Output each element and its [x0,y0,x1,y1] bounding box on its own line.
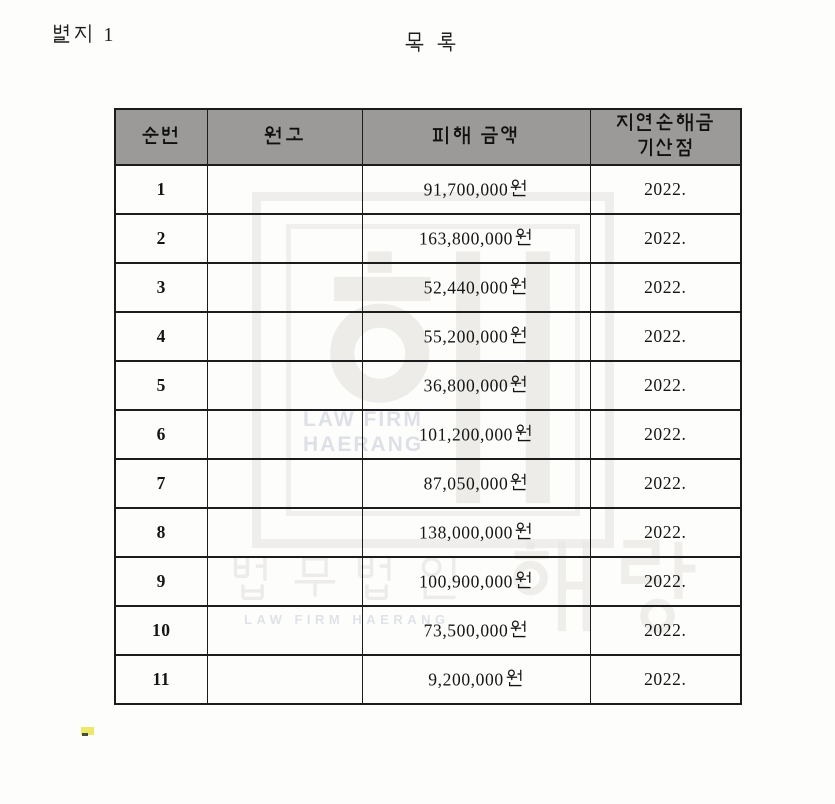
damage-amount-value: 9,200,000 [428,669,504,690]
cell-damage-amount [362,508,590,557]
damage-amount-value: 87,050,000 [423,473,509,494]
cell-damage-amount [362,410,590,459]
cell-damage-amount [362,557,590,606]
header-damage-amount [362,109,590,165]
cell-interest-start-date: 2022. [590,312,741,361]
cell-plaintiff [207,263,362,312]
header-interest-start-line1 [591,112,741,137]
cell-interest-start-date: 2022. [590,459,741,508]
cell-row-number: 9 [115,557,207,606]
cell-interest-start-date: 2022. [590,606,741,655]
cell-row-number: 6 [115,410,207,459]
cell-damage-amount [362,263,590,312]
table-row [115,214,741,263]
cell-interest-start-date: 2022. [590,557,741,606]
cell-plaintiff [207,606,362,655]
cell-plaintiff [207,459,362,508]
cell-damage-amount [362,214,590,263]
cell-damage-amount [362,655,590,704]
watermark-en-line1: LAW FIRM [303,408,423,431]
table-row [115,606,741,655]
table-row [115,508,741,557]
cell-row-number: 7 [115,459,207,508]
damage-amount-value: 73,500,000 [423,620,509,641]
cell-plaintiff [207,655,362,704]
header-interest-start-line2 [591,137,741,162]
won-suffix [515,570,533,590]
table-row [115,361,741,410]
header-row-number [115,109,207,165]
cell-damage-amount [362,606,590,655]
won-suffix [515,423,533,443]
table-row [115,655,741,704]
cell-plaintiff [207,557,362,606]
cell-interest-start-date: 2022. [590,410,741,459]
cell-plaintiff [207,214,362,263]
cell-row-number: 4 [115,312,207,361]
won-suffix [510,178,528,198]
won-suffix [510,619,528,639]
damage-amount-value: 36,800,000 [423,375,509,396]
table-row [115,459,741,508]
cell-interest-start-date: 2022. [590,508,741,557]
damage-amount-value: 163,800,000 [418,228,514,249]
damage-amount-value: 138,000,000 [418,522,514,543]
cell-interest-start-date: 2022. [590,361,741,410]
cell-interest-start-date: 2022. [590,263,741,312]
watermark-en-line2: HAERANG [303,433,424,456]
cell-interest-start-date: 2022. [590,214,741,263]
table-row [115,263,741,312]
damage-amount-value: 52,440,000 [423,277,509,298]
won-suffix [510,276,528,296]
won-suffix [510,374,528,394]
damage-amount-value: 91,700,000 [423,179,509,200]
cell-plaintiff [207,165,362,214]
cell-interest-start-date: 2022. [590,165,741,214]
table-row [115,165,741,214]
damage-amount-value: 55,200,000 [423,326,509,347]
cell-row-number: 8 [115,508,207,557]
won-suffix [510,472,528,492]
cell-row-number: 3 [115,263,207,312]
damages-table [114,108,742,705]
header-plaintiff [207,109,362,165]
table-row [115,312,741,361]
cell-damage-amount [362,312,590,361]
cell-damage-amount [362,459,590,508]
cell-plaintiff [207,508,362,557]
damages-table-container [114,108,740,705]
cell-damage-amount [362,361,590,410]
cell-row-number: 5 [115,361,207,410]
cell-plaintiff [207,410,362,459]
won-suffix [515,521,533,541]
cell-row-number: 10 [115,606,207,655]
damage-amount-value: 100,900,000 [418,571,514,592]
header-interest-start-date [590,109,741,165]
cell-interest-start-date: 2022. [590,655,741,704]
table-row [115,557,741,606]
table-row [115,410,741,459]
cell-row-number: 11 [115,655,207,704]
cell-row-number: 1 [115,165,207,214]
won-suffix [506,668,524,688]
won-suffix [510,325,528,345]
cell-plaintiff [207,361,362,410]
attachment-label: 1 [52,24,114,47]
table-header-row [115,109,741,165]
cell-damage-amount [362,165,590,214]
damage-amount-value: 101,200,000 [418,424,514,445]
highlight-mark-dot [82,733,88,736]
watermark-firm-name-en-small: LAW FIRM HAERANG [244,612,450,627]
cell-plaintiff [207,312,362,361]
page-title [404,31,458,56]
won-suffix [515,227,533,247]
highlight-mark [81,727,94,735]
cell-row-number: 2 [115,214,207,263]
